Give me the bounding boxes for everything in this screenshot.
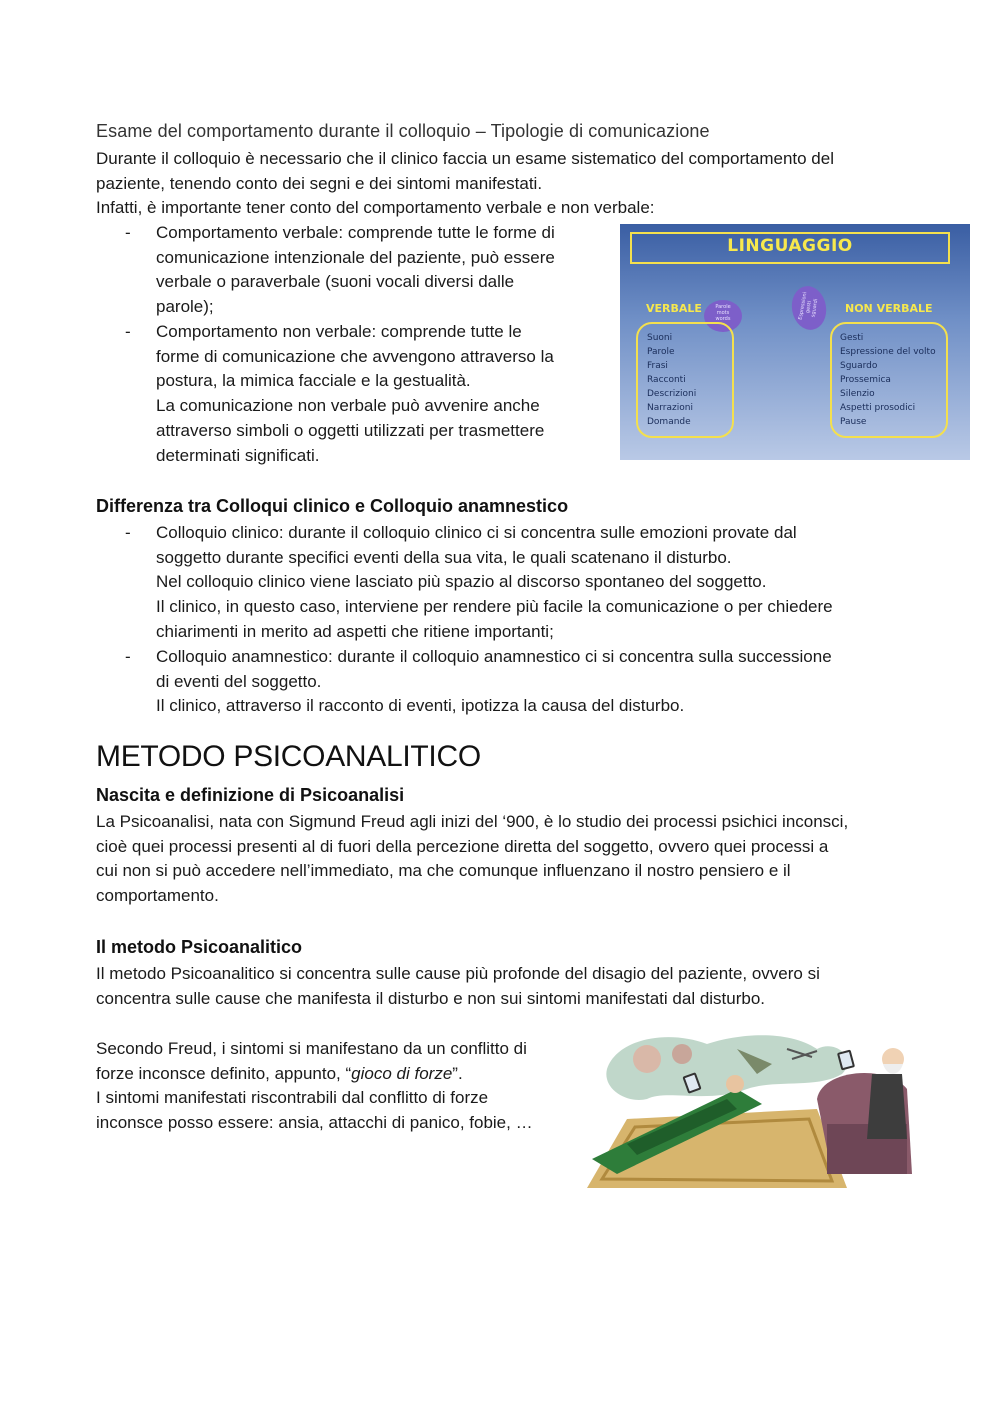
verbal-item: Frasi [647,361,668,371]
nonverbal-label: NON VERBALE [845,302,933,315]
nonverbal-item: Silenzio [840,389,875,399]
text-line: La comunicazione non verbale può avvenire anche [156,396,540,416]
section-heading: Differenza tra Colloqui clinico e Colloquio anamnestico [96,496,569,516]
text-line: Colloquio clinico: durante il colloquio clinico ci si concentra sulle emozioni provate dal [156,523,797,542]
nonverbal-item: Aspetti prosodici [840,403,916,413]
bullet-clinical [156,521,833,645]
text-segment: forze inconsce definito, appunto, “ [96,1063,352,1083]
therapy-scene-image [587,1029,928,1188]
text-line: attraverso simboli o oggetti utilizzati per trasmettere [156,420,545,440]
text-line: postura, la mimica facciale e la gestualità. [156,371,471,391]
text-line: Secondo Freud, i sintomi si manifestano da un conflitto di [96,1039,527,1058]
nonverbal-item: Espressione del volto [840,347,936,357]
nonverbal-item: Gesti [840,333,864,343]
text-segment: ”. [452,1063,463,1083]
chapter-title: METODO PSICOANALITICO [96,740,481,773]
figure-title-box [630,232,950,264]
text-line: determinati significati. [156,445,320,465]
figure-title: LINGUAGGIO [727,236,853,256]
text-line: comportamento. [96,886,219,906]
psychoanalysis-illustration [587,1029,928,1188]
text-line: comunicazione intenzionale del paziente, può essere [156,247,555,267]
text-line: Durante il colloquio è necessario che il clinico faccia un esame sistematico del comportamento del [96,149,834,168]
nonverbal-item: Prossemica [840,375,891,385]
text-line: La Psicoanalisi, nata con Sigmund Freud agli inizi del ‘900, è lo studio dei processi psichici inconsci, [96,812,849,831]
text-line: Comportamento non verbale: comprende tutte le [156,322,522,341]
bullet-dash: - [125,223,131,242]
verbal-label: VERBALE [646,302,702,315]
text-line: cioè quei processi presenti al di fuori della percezione diretta del soggetto, ovvero quei processi a [96,836,829,856]
nonverbal-item: Sguardo [840,361,878,371]
cloud-text: Espressioni gesti sguardi [797,291,820,321]
text-line: Il metodo Psicoanalitico si concentra sulle cause più profonde del disagio del paziente, ovvero si [96,964,820,983]
section-subtitle: Esame del comportamento durante il colloquio – Tipologie di comunicazione [96,121,710,141]
text-line: parole); [156,297,214,317]
verbal-item: Suoni [647,333,673,343]
text-line: forme di comunicazione che avvengono attraverso la [156,346,554,366]
text-line: chiarimenti in merito ad aspetti che ritiene importanti; [156,621,554,641]
verbal-item: Narrazioni [647,403,693,413]
text-line: inconsce posso essere: ansia, attacchi di panico, fobie, … [96,1113,533,1133]
text-line: Comportamento verbale: comprende tutte le forme di [156,223,555,242]
verbal-list [647,331,696,429]
verbal-item: Racconti [647,375,686,385]
text-line: Il clinico, attraverso il racconto di eventi, ipotizza la causa del disturbo. [156,696,685,716]
text-line: soggetto durante specifici eventi della sua vita, le quali scatenano il disturbo. [156,547,732,567]
italic-term: gioco di forze [351,1063,453,1083]
psychoanalysis-definition [96,810,848,909]
text-line: Il clinico, in questo caso, interviene per rendere più facile la comunicazione o per chiedere [156,597,833,617]
text-line: Colloquio anamnestico: durante il colloquio anamnestico ci si concentra sulla successione [156,647,832,666]
cloud-text: Parole mots words [715,304,731,322]
nonverbal-list [840,331,936,429]
linguaggio-figure [620,224,970,460]
text-line [96,1062,533,1087]
bullet-anamnestic [156,645,832,719]
bullet-nonverbal [156,320,554,468]
section-heading: Il metodo Psicoanalitico [96,937,303,957]
text-line: Infatti, è importante tener conto del comportamento verbale e non verbale: [96,198,655,218]
text-line: di eventi del soggetto. [156,671,322,691]
bullet-dash: - [125,322,131,341]
verbal-item: Parole [647,347,675,357]
verbal-item: Descrizioni [647,389,697,399]
verbal-item: Domande [647,417,691,427]
thought-cloud-icon [788,283,829,332]
bullet-dash: - [125,523,131,542]
bullet-verbal [156,221,555,320]
nonverbal-item: Pause [840,417,867,427]
intro-paragraph [96,147,834,221]
method-paragraph [96,962,820,1011]
text-line: Nel colloquio clinico viene lasciato più spazio al discorso spontaneo del soggetto. [156,572,767,592]
text-line: I sintomi manifestati riscontrabili dal conflitto di forze [96,1088,489,1108]
text-line: concentra sulle cause che manifesta il disturbo e non sui sintomi manifestati dal disturbo. [96,988,766,1008]
text-line: verbale o paraverbale (suoni vocali diversi dalle [156,272,515,292]
section-heading: Nascita e definizione di Psicoanalisi [96,785,405,805]
text-line: paziente, tenendo conto dei segni e dei sintomi manifestati. [96,173,543,193]
freud-paragraph [96,1037,533,1136]
text-line: cui non si può accedere nell’immediato, ma che comunque influenzano il nostro pensiero e il [96,861,791,881]
bullet-dash: - [125,647,131,666]
